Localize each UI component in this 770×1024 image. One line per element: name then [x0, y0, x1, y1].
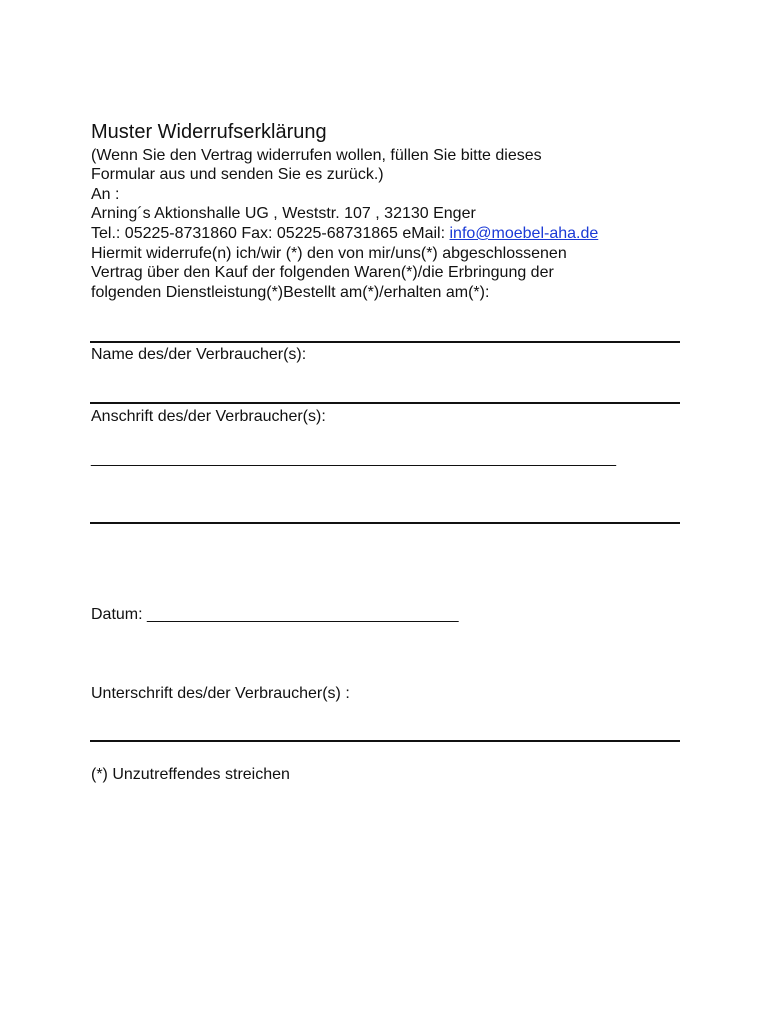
consumer-address-entry-line-2[interactable]	[90, 522, 680, 524]
recipient-contact	[91, 224, 598, 244]
signature-label: Unterschrift des/der Verbraucher(s) :	[91, 685, 350, 702]
document-title: Muster Widerrufserklärung	[91, 121, 327, 143]
intro-line-2: Formular aus und senden Sie es zurück.)	[91, 166, 384, 183]
email-link[interactable]: info@moebel-aha.de	[449, 225, 599, 242]
recipient-label: An :	[91, 186, 120, 203]
body-line-2: Vertrag über den Kauf der folgenden Waren(*)/die Erbringung der	[91, 264, 554, 281]
contact-phone-fax: Tel.: 05225-8731860 Fax: 05225-68731865 eMail:	[91, 225, 450, 242]
footnote: (*) Unzutreffendes streichen	[91, 766, 290, 783]
signature-entry-line[interactable]	[90, 740, 680, 742]
goods-entry-line[interactable]	[90, 341, 680, 343]
body-line-3: folgenden Dienstleistung(*)Bestellt am(*)/erhalten am(*):	[91, 284, 490, 301]
recipient-address: Arning´s Aktionshalle UG , Weststr. 107 , 32130 Enger	[91, 205, 476, 222]
consumer-address-label: Anschrift des/der Verbraucher(s):	[91, 408, 326, 425]
body-line-1: Hiermit widerrufe(n) ich/wir (*) den von mir/uns(*) abgeschlossenen	[91, 245, 567, 262]
consumer-name-label: Name des/der Verbraucher(s):	[91, 346, 307, 363]
consumer-address-entry-line-1[interactable]: ___________________________________________________________	[91, 450, 617, 467]
consumer-name-entry-line[interactable]	[90, 402, 680, 404]
intro-line-1: (Wenn Sie den Vertrag widerrufen wollen, füllen Sie bitte dieses	[91, 147, 542, 164]
date-field[interactable]: Datum: ___________________________________	[91, 606, 459, 623]
